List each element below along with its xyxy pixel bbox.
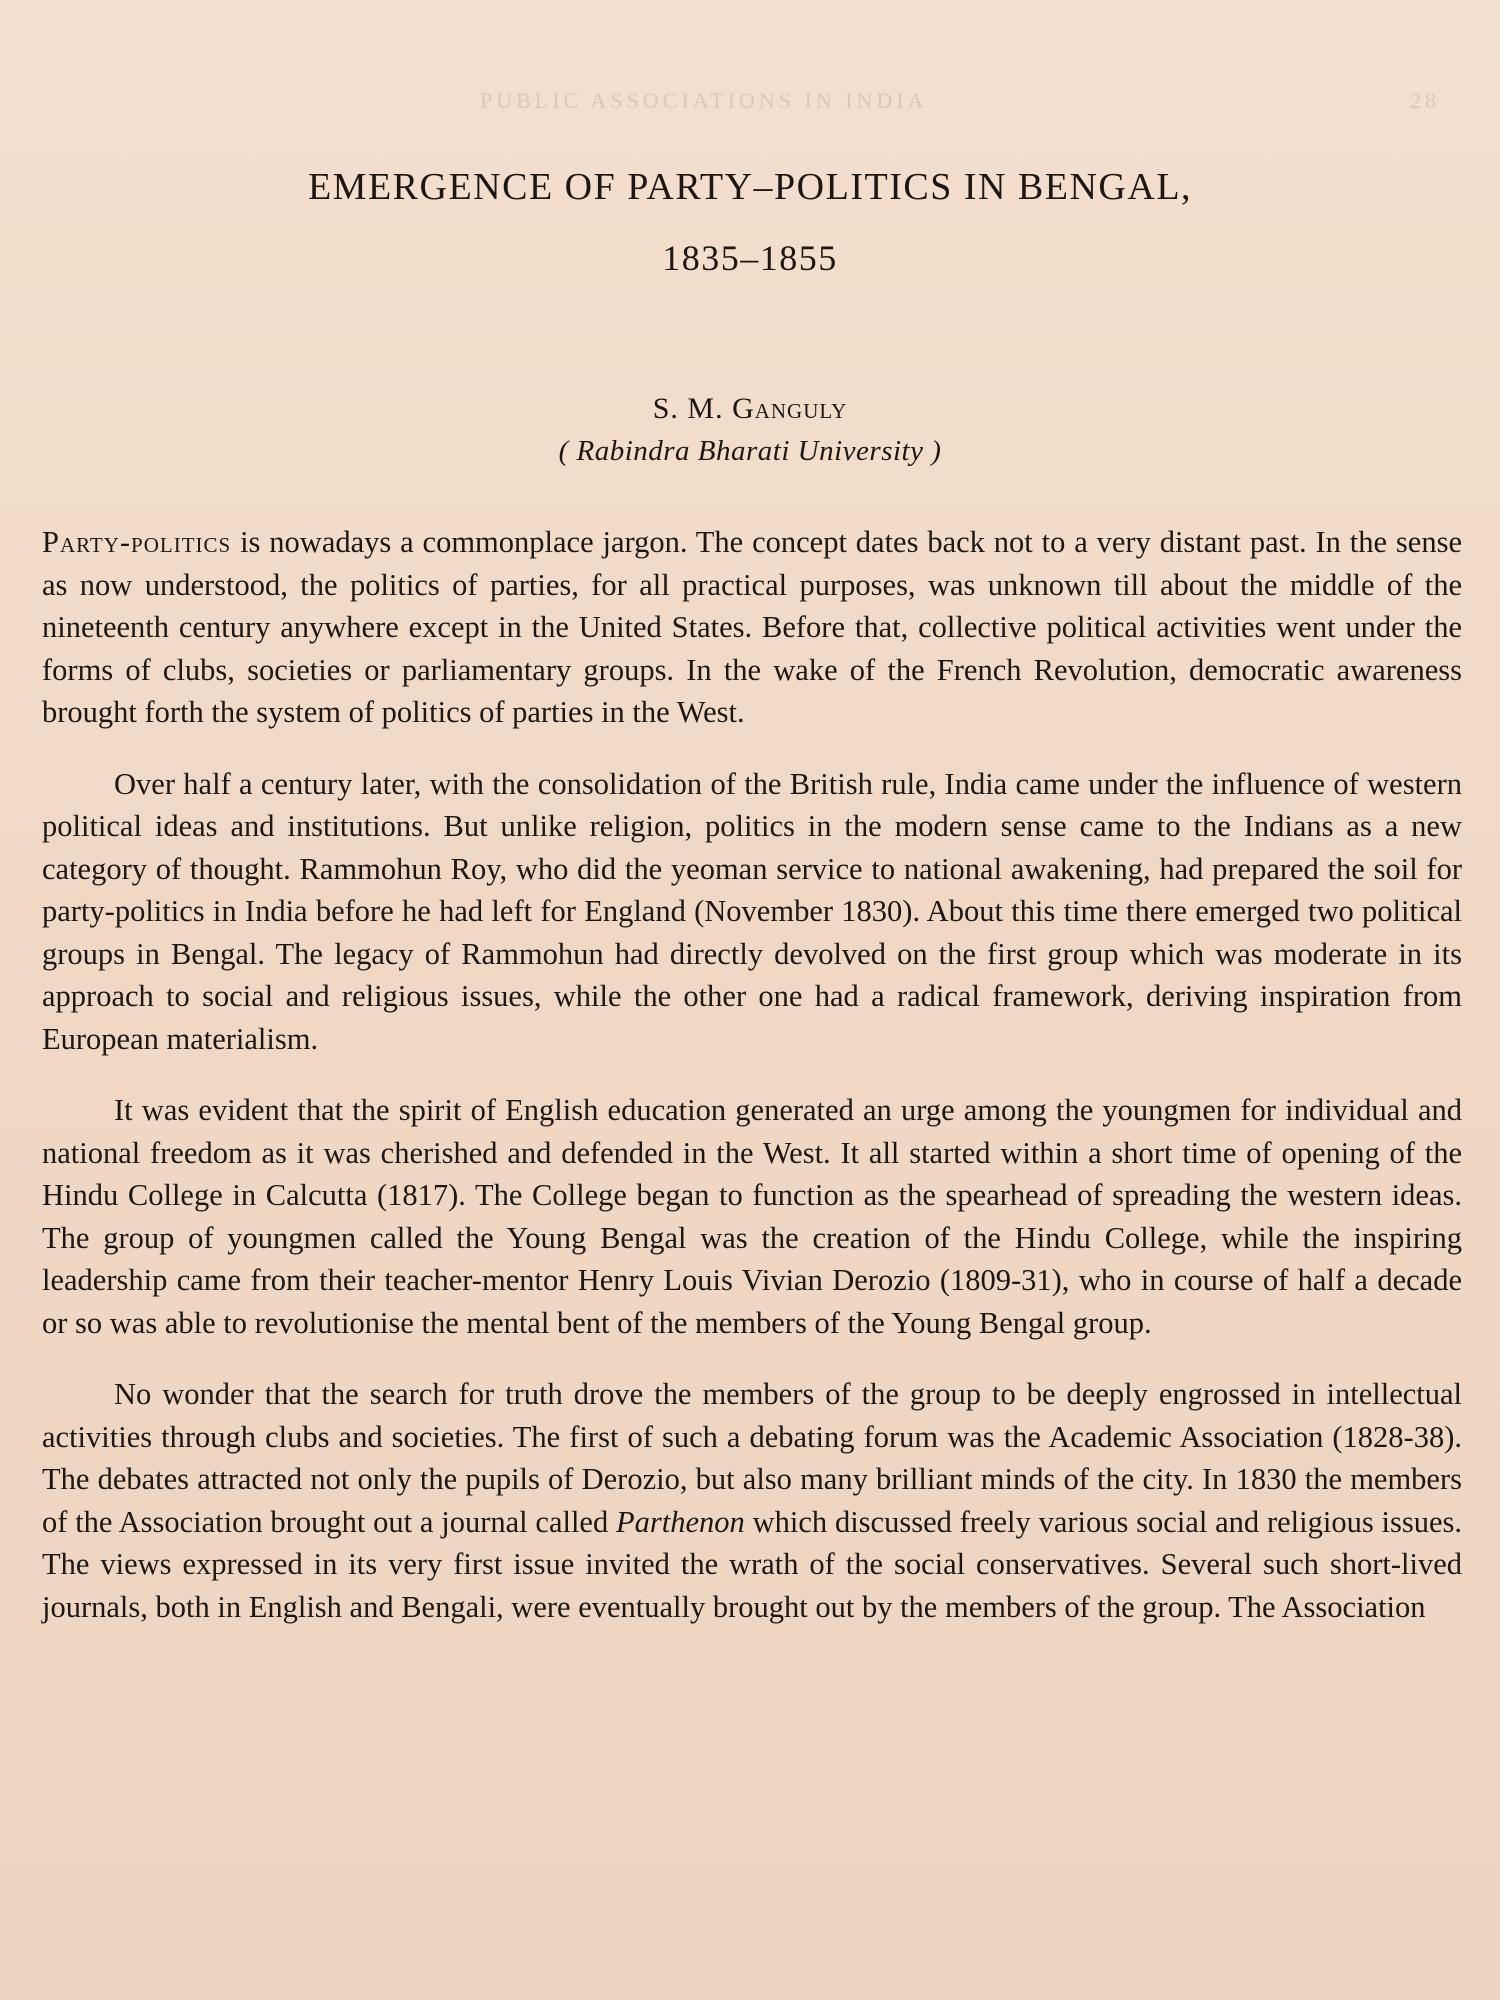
paragraph-1 (42, 521, 1462, 734)
article-body (42, 521, 1462, 1657)
journal-title-parthenon: Parthenon (616, 1504, 745, 1539)
paragraph-3: It was evident that the spirit of English education generated an urge among the youngmen for individual and national freedom as it was cherished and defended in the West. It all started within a short time of opening of the Hindu College in Calcutta (1817). The College began to function as the spearhead of spreading the western ideas. The group of youngmen called the Young Bengal was the creation of the Hindu College, while the inspiring leadership came from their teacher-mentor Henry Louis Vivian Derozio (1809-31), who in course of half a decade or so was able to revolutionise the mental bent of the members of the Young Bengal group. (42, 1093, 1462, 1340)
bleed-through-header (480, 88, 1440, 114)
article-title (0, 168, 1500, 276)
article-title-line1: EMERGENCE OF PARTY–POLITICS IN BENGAL, (307, 166, 1193, 208)
author-affiliation: ( Rabindra Bharati University ) (558, 435, 942, 467)
article-title-years: 1835–1855 (662, 238, 838, 278)
author-name: S. M. Ganguly (652, 392, 848, 425)
bleed-through-page-number: 28 (1410, 88, 1440, 113)
paragraph-1-lead: Party-politics (42, 525, 232, 559)
bleed-through-running-head: PUBLIC ASSOCIATIONS IN INDIA (480, 88, 928, 113)
paragraph-2: Over half a century later, with the consolidation of the British rule, India came under the influence of western political ideas and institutions. But unlike religion, politics in the modern sense came to the Indians as a new category of thought. Rammohun Roy, who did the yeoman service to national awakening, had prepared the soil for party-politics in India before he had left for England (November 1830). About this time there emerged two political groups in Bengal. The legacy of Rammohun had directly devolved on the first group which was moderate in its approach to social and religious issues, while the other one had a radical framework, deriving inspiration from European materialism. (42, 766, 1462, 1056)
paragraph-4-before: No wonder that the search for truth drove the members of the group to be deeply engrossed in intellectual activities through clubs and societies. The first of such a debating forum was the Academic Association (1828-38). The debates attracted not only the pupils of Derozio, but also many brilliant minds of the city. In 1830 the members of the Association brought out a journal called (42, 1377, 1462, 1539)
paragraph-4 (42, 1373, 1462, 1628)
paragraph-4-after: which discussed freely various social and religious issues. The views expressed in its very first issue invited the wrath of the social conservatives. Several such short-lived journals, both in English and Bengali, were eventually brought out by the members of the group. The Association (42, 1504, 1462, 1624)
paragraph-1-text: is nowadays a commonplace jargon. The concept dates back not to a very distant past. In the sense as now understood, the politics of parties, for all practical purposes, was unknown till about the middle of the nineteenth century anywhere except in the United States. Before that, collective political activities went under the forms of clubs, societies or parliamentary groups. In the wake of the French Revolution, democratic awareness brought forth the system of politics of parties in the West. (42, 525, 1462, 729)
